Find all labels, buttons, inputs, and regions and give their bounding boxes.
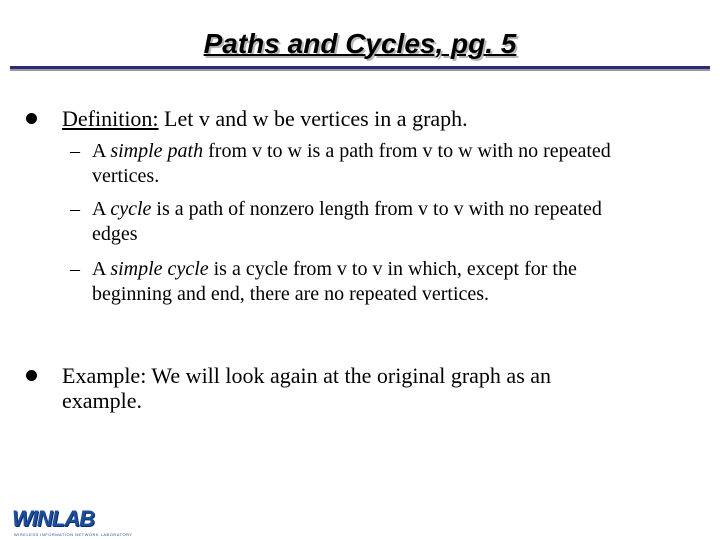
bullet-dot xyxy=(26,113,37,124)
definition-text: Let v and w be vertices in a graph. xyxy=(158,106,468,131)
simple-cycle-term: simple cycle xyxy=(110,258,209,280)
cycle-rest: is a path of nonzero length from v to v with no repeated xyxy=(151,198,602,220)
example-line1: Example: We will look again at the original graph as an xyxy=(62,363,552,388)
example-line2: example. xyxy=(62,388,143,413)
simple-path-rest: from v to w is a path from v to w with no repeated xyxy=(203,140,611,162)
sub-prefix: A xyxy=(92,198,111,220)
definition-label: Definition: xyxy=(62,106,159,131)
winlab-logo xyxy=(12,506,133,537)
simple-cycle-line2: beginning and end, there are no repeated vertices. xyxy=(92,283,490,305)
simple-path-definition xyxy=(92,139,682,189)
logo-wordmark: WINLAB xyxy=(12,506,94,531)
bullet-dot xyxy=(26,370,37,381)
sub-prefix: A xyxy=(92,140,111,162)
definition-line xyxy=(62,106,682,131)
cycle-definition xyxy=(92,197,682,247)
example-line xyxy=(62,363,682,413)
dash-marker: – xyxy=(70,198,80,220)
logo-tagline: WIRELESS INFORMATION NETWORK LABORATORY xyxy=(14,532,133,537)
sub-prefix: A xyxy=(92,258,111,280)
simple-cycle-rest: is a cycle from v to v in which, except for the xyxy=(208,258,577,280)
simple-path-term: simple path xyxy=(110,140,204,162)
title-divider xyxy=(10,66,710,69)
dash-marker: – xyxy=(70,258,80,280)
cycle-term: cycle xyxy=(110,198,152,220)
slide-title: Paths and Cycles, pg. 5 xyxy=(203,28,517,59)
simple-path-line2: vertices. xyxy=(92,165,160,187)
simple-cycle-definition xyxy=(92,257,682,307)
cycle-line2: edges xyxy=(92,223,138,245)
dash-marker: – xyxy=(70,140,80,162)
